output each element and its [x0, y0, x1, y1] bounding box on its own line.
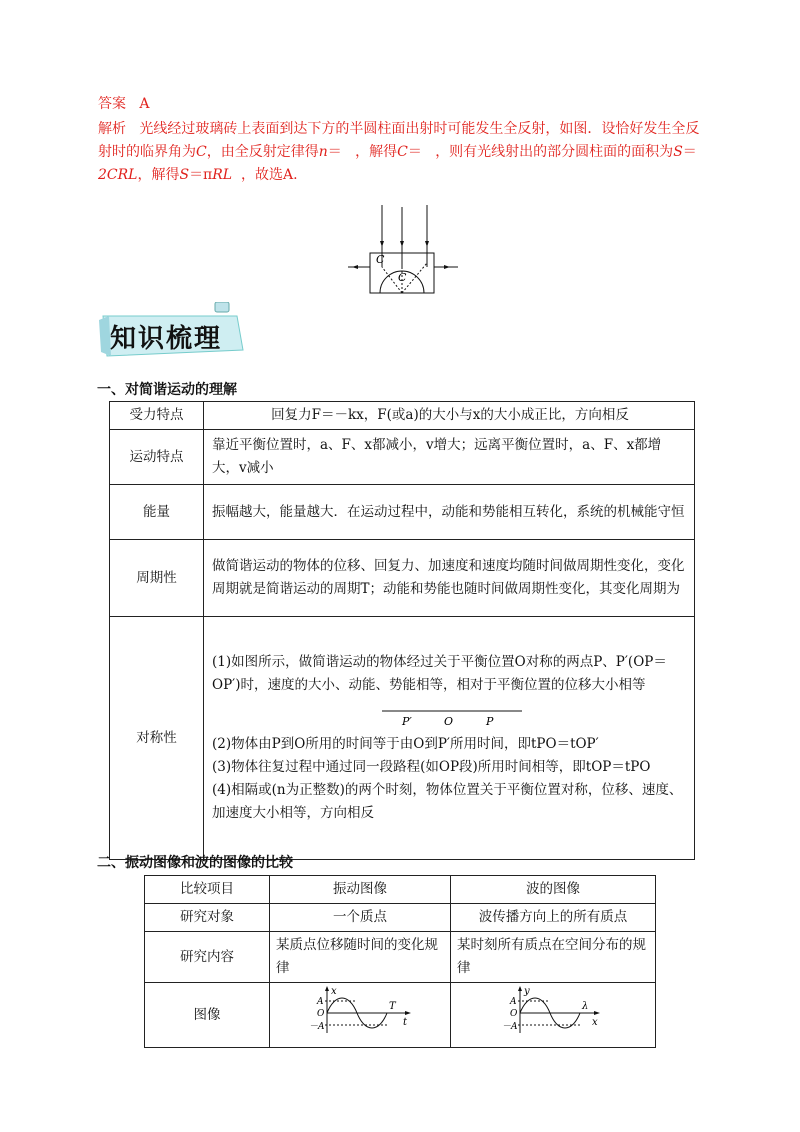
table-row: 能量 振幅越大，能量越大．在运动过程中，动能和势能相互转化，系统的机械能守恒 — [110, 485, 695, 540]
table-row: 图像 x t A O －A T y x A O －A λ — [145, 983, 656, 1048]
symmetry-point-1: (1)如图所示，做简谐运动的物体经过关于平衡位置O对称的两点P、P′(OP＝OP′)时，速度的大小、动能、势能相等，相对于平衡位置的位移大小相等 — [212, 654, 667, 693]
label-o: O — [444, 715, 454, 728]
svg-text:x: x — [331, 986, 337, 997]
svg-text:t: t — [403, 1017, 408, 1028]
answer-value: A — [139, 96, 150, 112]
table-row: 周期性 做简谐运动的物体的位移、回复力、加速度和速度均随时间做周期性变化，变化周期就是简谐运动的周期T；动能和势能也随时间做周期性变化，其变化周期为 — [110, 540, 695, 617]
answer-block — [98, 94, 708, 187]
critical-angle-label-1: C — [376, 253, 385, 266]
symmetry-point-3: (3)物体往复过程中通过同一段路程(如OP段)所用时间相等，即tOP＝tPO — [212, 759, 651, 775]
answer-label: 答案 — [98, 96, 126, 112]
svg-text:A: A — [510, 997, 517, 1007]
table-row: 受力特点 回复力F＝－kx，F(或a)的大小与x的大小成正比，方向相反 — [110, 402, 695, 430]
table-row: 运动特点 靠近平衡位置时，a、F、x都减小，v增大；远离平衡位置时，a、F、x都增大，v减小 — [110, 430, 695, 485]
svg-text:x: x — [592, 1017, 598, 1028]
vibration-graph — [305, 985, 415, 1037]
svg-text:λ: λ — [582, 1001, 589, 1012]
svg-text:O: O — [317, 1009, 325, 1019]
wave-graph — [498, 985, 608, 1037]
symmetry-point-4: (4)相隔或(n为正整数)的两个时刻，物体位置关于平衡位置对称，位移、速度、加速度大小相等，方向相反 — [212, 782, 683, 821]
label-p: P — [486, 715, 494, 728]
svg-text:A: A — [317, 997, 324, 1007]
section2-title: 二、振动图像和波的图像的比较 — [97, 855, 293, 871]
svg-text:O: O — [510, 1009, 518, 1019]
table-row: 研究内容 某质点位移随时间的变化规律 某时刻所有质点在空间分布的规律 — [145, 932, 656, 983]
comparison-table — [144, 875, 656, 1048]
svg-text:y: y — [524, 986, 530, 997]
table-row: 比较项目 振动图像 波的图像 — [145, 876, 656, 904]
svg-text:－A: －A — [309, 1022, 325, 1032]
section1-title: 一、对简谐运动的理解 — [97, 382, 237, 398]
shm-table — [109, 401, 695, 860]
label-p-prime: P′ — [402, 715, 412, 728]
analysis-paragraph: 解析 光线经过玻璃砖上表面到达下方的半圆柱面出射时可能发生全反射，如图．设恰好发生全反 射时的临界角为C，由全反射定律得n＝ ，解得C＝ ，则有光线射出的部分圆柱面的面积为S＝ 2CRL，解得S＝πRL ，故选A. — [98, 121, 700, 183]
optics-diagram — [340, 205, 460, 295]
svg-text:－A: －A — [502, 1022, 518, 1032]
symmetry-line-diagram — [212, 703, 672, 729]
table-row: 研究对象 一个质点 波传播方向上的所有质点 — [145, 904, 656, 932]
table-row: 对称性 (1)如图所示，做简谐运动的物体经过关于平衡位置O对称的两点P、P′(OP＝OP′)时，速度的大小、动能、势能相等，相对于平衡位置的位移大小相等 P′ O P (2)物体由P到O所用的时间等于由O到P′所用时间，即tPO＝tOP′ (3)物体往复过程中通过同一段路程(如OP段)所用时间相等，即tOP＝tPO (4)相隔或(n为正整数)的两个时刻，物体位置关于平衡位置对称，位移、速度、加速度大小相等，方向相反 — [110, 617, 695, 860]
svg-text:T: T — [389, 1001, 396, 1012]
symmetry-point-2: (2)物体由P到O所用的时间等于由O到P′所用时间，即tPO＝tOP′ — [212, 736, 599, 752]
banner-title: 知识梳理 — [110, 324, 223, 354]
critical-angle-label-2: C — [398, 271, 407, 284]
analysis-label: 解析 — [98, 121, 126, 137]
